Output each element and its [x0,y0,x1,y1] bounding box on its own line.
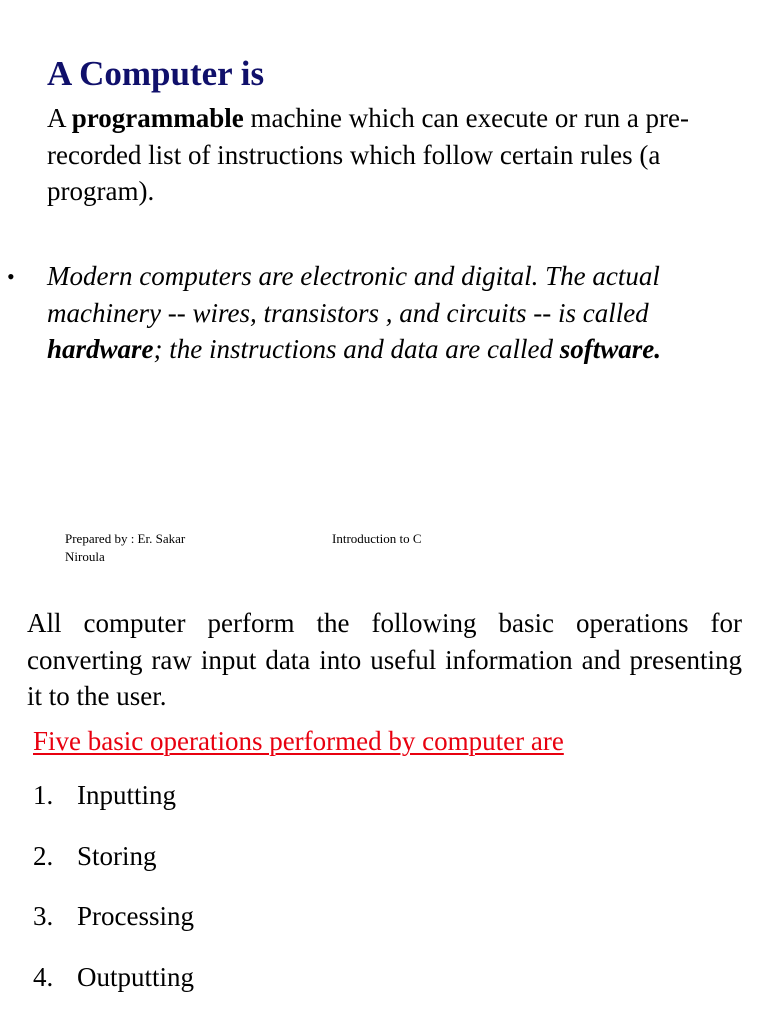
list-item-number: 2. [33,841,54,871]
slide-title: A Computer is [47,54,265,93]
list-item [33,776,176,814]
list-item-label: Outputting [77,962,195,992]
list-item-number: 1. [33,780,54,810]
operations-subheading: Five basic operations performed by computer are [33,726,564,756]
list-item [33,958,194,996]
bullet-symbol: • [7,264,15,289]
list-item-number: 4. [33,962,54,992]
list-item-number: 3. [33,901,54,931]
computer-definition [47,100,762,210]
list-item-label: Inputting [77,780,176,810]
list-item-label: Processing [77,901,194,931]
hardware-term: hardware [47,334,154,364]
software-term: software. [559,334,661,364]
footer-course-title: Introduction to C [332,531,422,546]
definition-lead: A [47,103,72,133]
definition-bold-term: programmable [71,103,244,133]
modern-computers-paragraph [47,258,752,368]
modern-text-part1: Modern computers are electronic and digital. The actual machinery -- wires, transistors , and circuits -- is called [47,261,660,328]
list-item [33,897,194,935]
list-item [33,837,157,875]
modern-text-part2: ; the instructions and data are called [153,334,560,364]
definition-rest: machine which can execute or run a pre-recorded list of instructions which follow certain rules (a program). [47,103,690,206]
footer-prepared-by: Prepared by : Er. Sakar Niroula [65,531,186,564]
operations-intro-paragraph: All computer perform the following basic operations for converting raw input data into useful information and presenting it to the user. [27,608,742,711]
list-item-label: Storing [77,841,157,871]
